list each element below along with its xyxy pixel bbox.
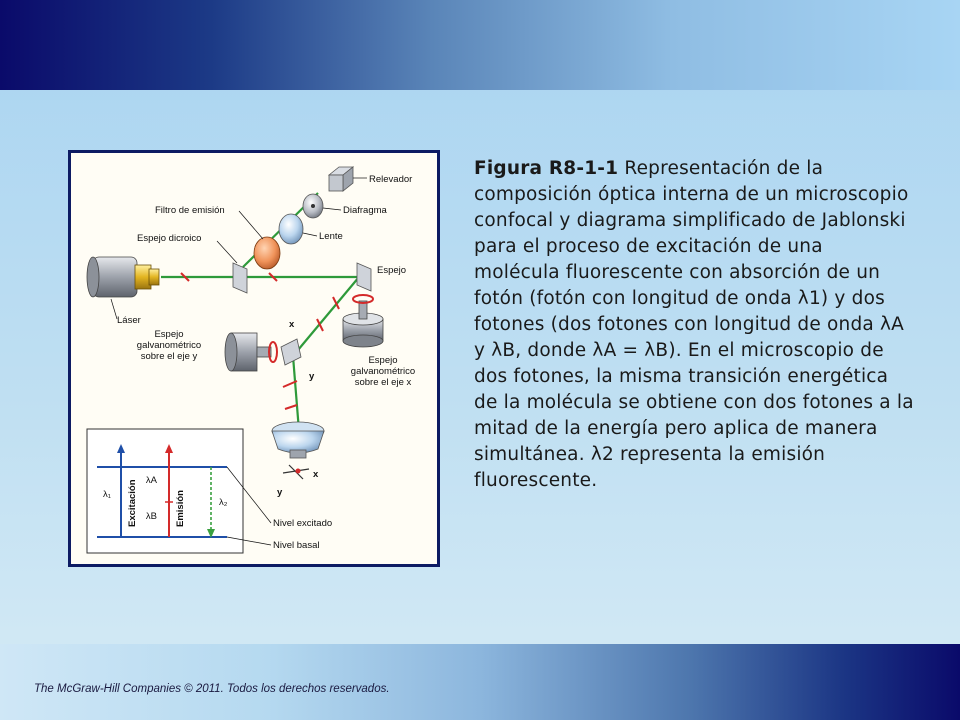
- label-nivel-excitado: Nivel excitado: [273, 518, 333, 529]
- label-galvo-x-1: Espejo: [368, 355, 398, 366]
- relevador-detector: [329, 167, 353, 191]
- label-espejo: Espejo: [377, 265, 407, 276]
- filtro-emision: [254, 237, 280, 269]
- label-emision: Emisión: [175, 490, 186, 527]
- caption-body: Representación de la composición óptica interna de un microscopio confocal y diagrama simplificado de Jablonski para el proceso de excitación de una molécula fluorescente con absorción de un fotón (fotón con longitud de onda λ1) y dos fotones (dos fotones con longitud de onda λA y λB, donde λA = λB). En el microscopio de dos fotones, la misma transición energética de la molécula se obtiene con dos fotones a la mitad de la energía pero aplica de manera simultánea. λ2 representa la emisión fluorescente.: [474, 158, 914, 491]
- label-espejo-dicroico: Espejo dicroico: [137, 233, 202, 244]
- label-filtro-emision: Filtro de emisión: [155, 205, 225, 216]
- galvo-mirror-x: [343, 295, 383, 347]
- label-lambda1: λ₁: [103, 489, 111, 500]
- copyright-footer: The McGraw-Hill Companies © 2011. Todos los derechos reservados.: [34, 683, 390, 695]
- confocal-diagram-svg: [71, 153, 437, 564]
- label-excitacion: Excitación: [127, 479, 138, 527]
- label-lambdaB: λB: [145, 511, 157, 522]
- axis-x-galvo: x: [289, 319, 295, 330]
- label-galvo-y-1: Espejo: [154, 329, 184, 340]
- label-galvo-y-2: galvanométrico: [136, 340, 202, 351]
- bottom-decorative-band: [0, 644, 960, 720]
- laser-beam-path: [161, 193, 359, 431]
- espejo-dicroico: [233, 263, 247, 293]
- laser-source: [87, 257, 159, 297]
- axis-y-sample: y: [277, 487, 283, 498]
- sample-axes: [283, 465, 309, 479]
- lente-lens: [279, 214, 303, 244]
- espejo-mirror: [357, 263, 371, 291]
- beam-arrow-markers: [181, 243, 339, 409]
- label-laser: Láser: [117, 315, 141, 326]
- caption-title: Figura R8-1-1: [474, 158, 619, 179]
- label-galvo-x-3: sobre el eje x: [354, 377, 412, 388]
- axis-x-sample: x: [313, 469, 319, 480]
- objective-lens: [272, 422, 324, 458]
- label-galvo-y-3: sobre el eje y: [140, 351, 198, 362]
- label-nivel-basal: Nivel basal: [273, 540, 320, 551]
- label-lambda2: λ₂: [219, 497, 228, 508]
- label-galvo-x-2: galvanométrico: [350, 366, 416, 377]
- figure-caption: [474, 156, 914, 494]
- label-relevador: Relevador: [369, 174, 413, 185]
- top-decorative-band: [0, 0, 960, 90]
- confocal-figure: [68, 150, 440, 567]
- label-lambdaA: λA: [145, 475, 157, 486]
- axis-y-galvo: y: [309, 371, 315, 382]
- label-diafragma: Diafragma: [343, 205, 387, 216]
- galvo-mirror-y: [225, 333, 301, 371]
- label-lente: Lente: [319, 231, 343, 242]
- jablonski-diagram: [87, 429, 243, 553]
